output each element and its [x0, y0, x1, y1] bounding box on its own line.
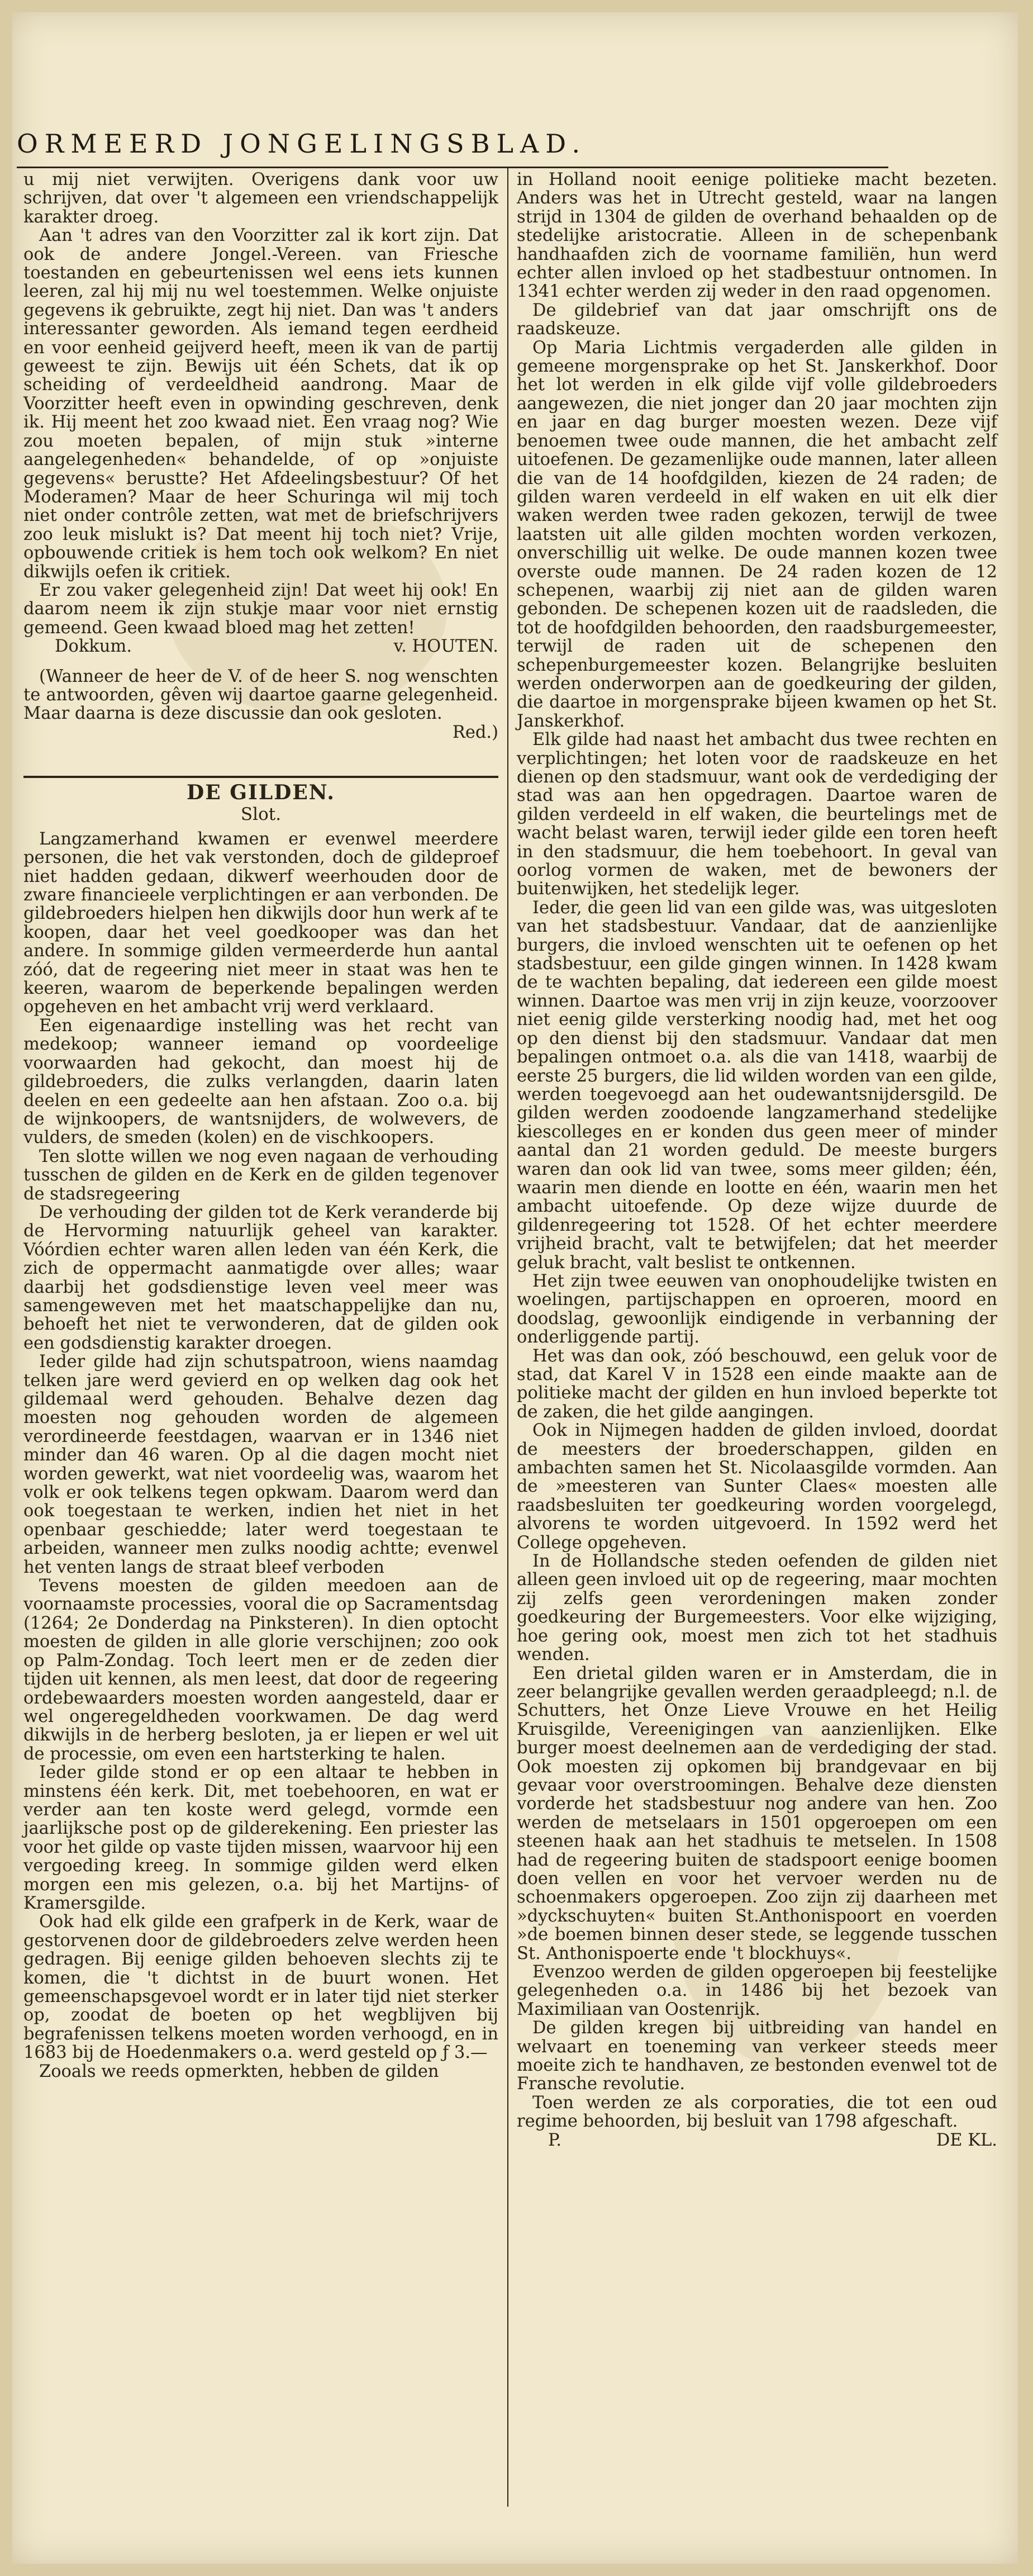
article-title: DE GILDEN.: [187, 781, 335, 804]
masthead-rule: [17, 167, 888, 168]
column-divider: [507, 168, 508, 2507]
article-paragraph: Ook had elk gilde een grafperk in de Kerk, waar de gestorvenen door de gildebroeders zelve werden heen gedragen. Bij eenige gilden behoeven slechts zij te komen, die 't dichtst in de buurt wonen. Het gemeenschapsgevoel wordt er in later tijd niet sterker op, zoodat de boeten op het wegblijven bij begrafenissen telkens moeten worden verhoogd, en in 1683 bij de Hoedenmakers o.a. werd gesteld op ƒ 3.—: [23, 1912, 498, 2063]
article-paragraph: Elk gilde had naast het ambacht dus twee rechten en verplichtingen; het loten voor de raadskeuze en het dienen op den stadsmuur, want ook de verdediging der stad was aan hen opgedragen. Daartoe waren de gilden verdeeld in elf waken, die beurtelings met de wacht belast waren, terwijl ieder gilde een toren heeft in den stadsmuur, die hem toebehoort. In geval van oorlog vormen de waken, met de bewoners der buitenwijken, het stedelijk leger.: [517, 730, 997, 899]
article-paragraph: Een drietal gilden waren er in Amsterdam, die in zeer belangrijke gevallen werden geraadpleegd; n.l. de Schutters, het Onze Lieve Vrouwe en het Heilig Kruisgilde, Vereenigingen van aanzienlijken. Elke burger moest deelnemen aan de verdediging der stad. Ook moesten zij opkomen bij brandgevaar en bij gevaar voor overstroomingen. Behalve deze diensten vorderde het stadsbestuur nog andere van hen. Zoo werden de metselaars in 1501 opgeroepen om een steenen haak aan het stadhuis te metselen. In 1508 had de regeering buiten de stadspoort eenige boomen doen vellen en voor het vervoer werden nu de schoenmakers opgeroepen. Zoo zijn zij daarheen met »dyckschuyten« buiten St.Anthonispoort en voerden »de boemen binnen deser stede, se leggende tusschen St. Anthonispoerte ende 't blockhuys«.: [517, 1663, 997, 1963]
article-paragraph: Het zijn twee eeuwen van onophoudelijke twisten en woelingen, partijschappen en oproeren, moord en doodslag, gewoonlijk eindigende in verbanning der onderliggende partij.: [517, 1271, 997, 1348]
article-paragraph: In de Hollandsche steden oefenden de gilden niet alleen geen invloed uit op de regeering, maar mochten zij zelfs geen verordeningen maken zonder goedkeuring der Burgemeesters. Voor elke wijziging, hoe gering ook, moest men zich tot het stadhuis wenden.: [517, 1552, 997, 1665]
article-col2: [517, 170, 997, 2150]
article-paragraph: Ook in Nijmegen hadden de gilden invloed, doordat de meesters der broederschappen, gilden en ambachten samen het St. Nicolaasgilde vormden. Aan de »meesteren van Sunter Claes« moesten alle raadsbesluiten ter goedkeuring worden voorgelegd, alvorens te worden uitgevoerd. In 1592 werd het College opgeheven.: [517, 1421, 997, 1553]
article-paragraph: Ieder, die geen lid van een gilde was, was uitgesloten van het stadsbestuur. Vandaar, dat de aanzienlijke burgers, die invloed wenschten uit te oefenen op het stadsbestuur, een gilde gingen winnen. In 1428 kwam de te wachten bepaling, dat iedereen een gilde moest winnen. Daartoe was men vrij in zijn keuze, voorzoover niet eenig gilde versterking noodig had, met het oog op den dienst bij den stadsmuur. Vandaar dat men bepalingen ontmoet o.a. als die van 1418, waarbij de eerste 25 burgers, die lid wilden worden van een gilde, werden toegevoegd aan het oudewantsnijdersgild. De gilden werden zoodoende langzamerhand stedelijke kiescolleges en er konden dus geen meer of minder aantal dan 21 worden geduld. De meeste burgers waren dan ook lid van twee, soms meer gilden; één, waarin men diende en lootte en één, waarin men het ambacht uitoefende. Op deze wijze duurde de gildenregeering tot 1528. Of het echter meerdere vrijheid bracht, valt te betwijfelen; dat het meerder geluk bracht, valt beslist te ontkennen.: [517, 898, 997, 1273]
article-subtitle: Slot.: [240, 804, 282, 825]
article-paragraph: De gilden kregen bij uitbreiding van handel en welvaart en toeneming van verkeer steeds meer moeite zich te handhaven, ze bestonden evenwel tot de Fransche revolutie.: [517, 2018, 997, 2094]
letter-section: [23, 170, 498, 742]
letter-place: Dokkum.: [55, 637, 132, 657]
article-paragraph: Een eigenaardige instelling was het recht van medekoop; wanneer iemand op voordeelige voorwaarden had gekocht, dan moest hij de gildebroeders, die zulks verlangden, daarin laten deelen en een gedeelte aan hen afstaan. Zoo o.a. bij de wijnkoopers, de wantsnijders, de wolwevers, de vulders, de smeden (kolen) en de vischkoopers.: [23, 1016, 498, 1148]
article-paragraph: Ieder gilde had zijn schutspatroon, wiens naamdag telken jare werd gevierd en op welken dag ook het gildemaal werd gehouden. Behalve dezen dag moesten nog gehouden worden de algemeen verordineerde feestdagen, waarvan er in 1346 niet minder dan 46 waren. Op al die dagen mocht niet worden gewerkt, wat niet voordeelig was, waarom het volk er ook telkens tegen opkwam. Daarom werd dan ook toegestaan te werken, indien het niet in het openbaar geschiedde; later werd toegestaan te arbeiden, wanneer men zulks noodig achtte; evenwel het venten langs de straat bleef verboden: [23, 1352, 498, 1577]
letter-signature-line: [23, 637, 498, 656]
editor-sign: Red.): [452, 722, 498, 742]
letter-paragraph: Aan 't adres van den Voorzitter zal ik kort zijn. Dat ook de andere Jongel.-Vereen. van Friesche toestanden en gebeurtenissen wel eens iets kunnen leeren, zal hij mij nu wel toestemmen. Welke onjuiste gegevens ik gebruikte, zegt hij niet. Dan was 't anders interessanter geworden. Als iemand tegen eerdheid en voor eenheid geijverd heeft, meen ik van de partij geweest te zijn. Bewijs uit één Schets, dat ik op scheiding of verdeeldheid aandrong. Maar de Voorzitter heeft even in opwinding geschreven, denk ik. Hij meent het zoo kwaad niet. Een vraag nog? Wie zou moeten bepalen, of mijn stuk »interne aangelegenheden« behandelde, of op »onjuiste gegevens« berustte? Het Afdeelingsbestuur? Of het Moderamen? Maar de heer Schuringa wil mij toch niet onder contrôle zetten, wat met de briefschrijvers zoo leuk mislukt is? Dat meent hij toch niet? Vrije, opbouwende critiek is hem toch ook welkom? En niet dikwijls oefen ik critiek.: [23, 226, 498, 582]
article-col1: [23, 781, 498, 2081]
article-paragraph: in Holland nooit eenige politieke macht bezeten. Anders was het in Utrecht gesteld, waar na langen strijd in 1304 de gilden de overhand behaalden op de stedelijke aristocratie. Alleen in de schepenbank handhaafden zich de voorname familiën, hun werd echter allen invloed op het stadbestuur ontnomen. In 1341 echter werden zij weder in den raad opgenomen.: [517, 170, 997, 302]
article-paragraph: Langzamerhand kwamen er evenwel meerdere personen, die het vak verstonden, doch de gildeproef niet hadden gedaan, dikwerf weerhouden door de zware financieele verplichtingen er aan verbonden. De gildebroeders hielpen hen dikwijls door hun werk af te koopen, daar het veel goedkooper was dan het andere. In sommige gilden vermeerderde hun aantal zóó, dat de regeering niet meer in staat was hen te keeren, waarom de beperkende bepalingen werden opgeheven en het ambacht vrij werd verklaard.: [23, 829, 498, 1017]
editor-note: (Wanneer de heer de V. of de heer S. nog wenschten te antwoorden, gêven wij daartoe gaarne gelegenheid. Maar daarna is deze discussie dan ook gesloten. Red.): [23, 666, 498, 742]
article-paragraph: Evenzoo werden de gilden opgeroepen bij feestelijke gelegenheden o.a. in 1486 bij het bezoek van Maximiliaan van Oostenrijk.: [517, 1962, 997, 2019]
article-paragraph: De gildebrief van dat jaar omschrijft ons de raadskeuze.: [517, 300, 997, 339]
article-paragraph: De verhouding der gilden tot de Kerk veranderde bij de Hervorming natuurlijk geheel van karakter. Vóórdien echter waren allen leden van één Kerk, die zich de oppermacht aanmatigde over alles; waar daarbij het godsdienstige leven veel meer was samengeweven met het maatschappelijke dan nu, behoeft het niet te verwonderen, dat de gilden ook een godsdienstig karakter droegen.: [23, 1202, 498, 1353]
article-paragraph: Op Maria Lichtmis vergaderden alle gilden in gemeene morgensprake op het St. Janskerkhof. Door het lot werden in elk gilde vijf volle gildebroeders aangewezen, die niet jonger dan 20 jaar mochten zijn en jaar en dag burger moesten wezen. Deze vijf benoemen twee oude mannen, die het ambacht zelf uitoefenen. De gezamenlijke oude mannen, later alleen die van de 14 hoofdgilden, kiezen de 24 raden; de gilden waren verdeeld in elf waken en uit elk dier waken werden twee raden gekozen, terwijl de twee laatsten uit alle gilden mochten worden verkozen, onverschillig uit welke. De oude mannen kozen twee overste oude mannen. De 24 raden kozen de 12 schepenen, waarbij zij niet aan de gilden waren gebonden. De schepenen kozen uit de raadsleden, die tot de hoofdgilden behoorden, den raadsburgemeester, terwijl de raden uit de schepenen den schepenburgemeester kozen. Belangrijke besluiten werden onderworpen aan de goedkeuring der gilden, die daartoe in morgensprake bijeen kwamen op het St. Janskerkhof.: [517, 338, 997, 731]
article-paragraph: Het was dan ook, zóó beschouwd, een geluk voor de stad, dat Karel V in 1528 een einde maakte aan de politieke macht der gilden en hun invloed beperkte tot de zaken, die het gilde aangingen.: [517, 1346, 997, 1422]
section-rule: [23, 776, 498, 778]
article-closing: [517, 2131, 997, 2150]
masthead: ORMEERD JONGELINGSBLAD.: [17, 129, 587, 159]
letter-signature: v. HOUTEN.: [393, 637, 498, 657]
article-paragraph: Zooals we reeds opmerkten, hebben de gilden: [39, 2061, 439, 2081]
closing-initial: P.: [548, 2130, 562, 2150]
article-paragraph: Ieder gilde stond er op een altaar te hebben in minstens één kerk. Dit, met toebehooren, en wat er verder aan ten koste werd gelegd, vormde een jaarlijksche post op de gilderekening. Een priester las voor het gilde op vaste tijden missen, waarvoor hij een vergoeding kreeg. In sommige gilden werd elken morgen een mis gelezen, o.a. bij het Martijns- of Kramersgilde.: [23, 1763, 498, 1913]
letter-paragraph: u mij niet verwijten. Overigens dank voor uw schrijven, dat over 't algemeen een vriendschappelijk karakter droeg.: [23, 170, 498, 227]
article-paragraph: Tevens moesten de gilden meedoen aan de voornaamste processies, vooral die op Sacramentsdag (1264; 2e Donderdag na Pinksteren). In dien optocht moesten de gilden in alle glorie verschijnen; zoo ook op Palm-Zondag. Toch leert men er de zeden dier tijden uit kennen, als men leest, dat door de regeering ordebewaarders moesten worden aangesteld, daar er wel ongeregeldheden voorkwamen. De dag werd dikwijls in de herberg besloten, ja er liepen er wel uit de processie, om even een hartsterking te halen.: [23, 1576, 498, 1764]
author-signature: DE KL.: [936, 2130, 997, 2150]
letter-paragraph: Er zou vaker gelegenheid zijn! Dat weet hij ook! En daarom neem ik zijn stukje maar voor niet ernstig gemeend. Geen kwaad bloed mag het zetten!: [23, 580, 498, 638]
article-paragraph: Ten slotte willen we nog even nagaan de verhouding tusschen de gilden en de Kerk en de gilden tegenover de stadsregeering: [23, 1146, 498, 1204]
article-paragraph: Toen werden ze als corporaties, die tot een oud regime behoorden, bij besluit van 1798 afgeschaft.: [517, 2093, 997, 2132]
